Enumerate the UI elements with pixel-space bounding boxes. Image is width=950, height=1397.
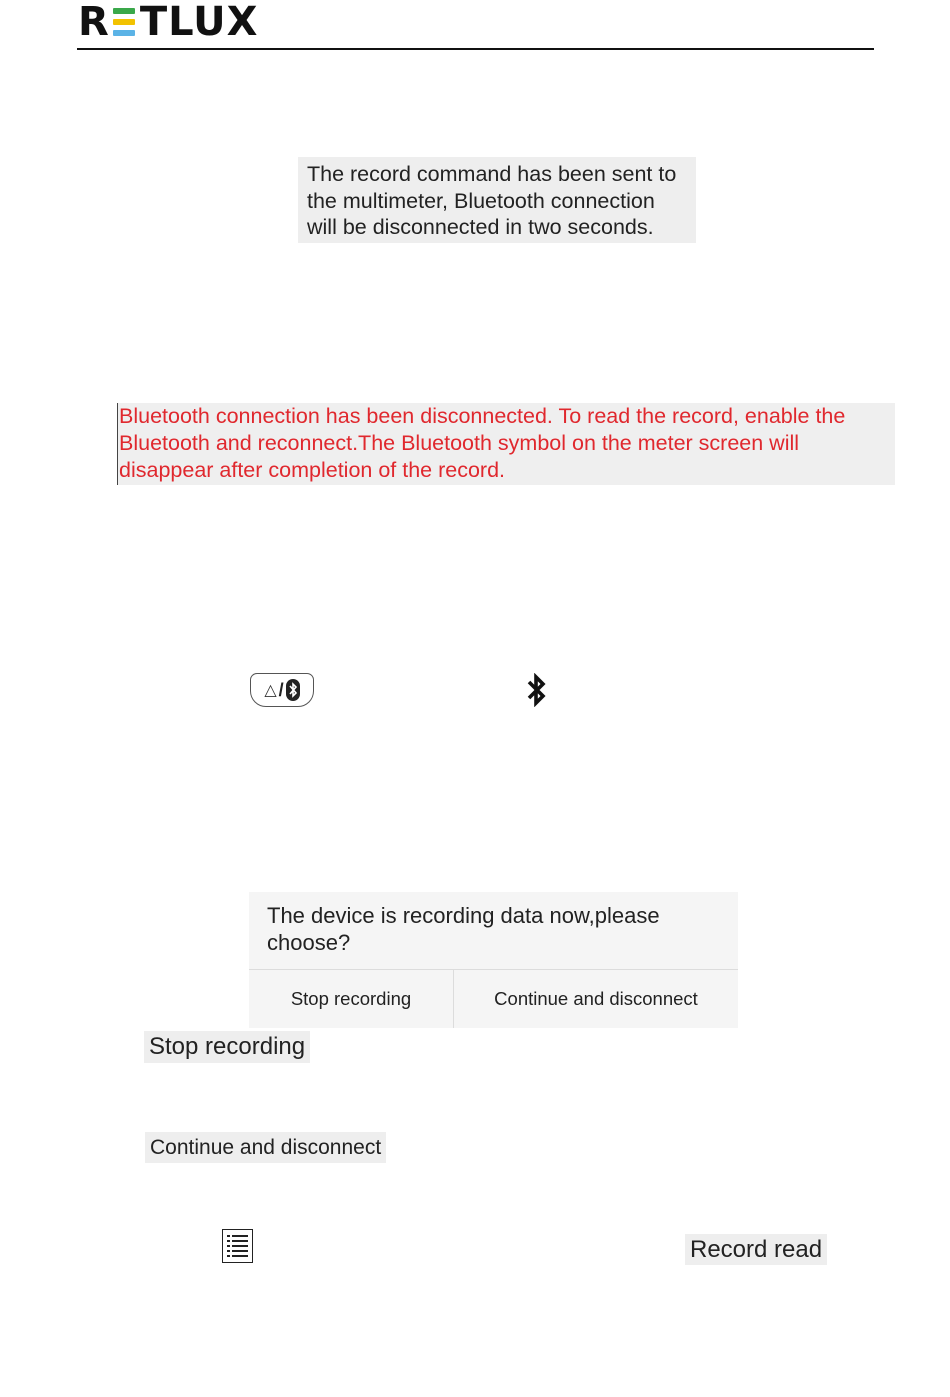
brand-logo-right: TLUX [139, 0, 259, 45]
header-divider [77, 48, 874, 50]
record-sent-toast: The record command has been sent to the multimeter, Bluetooth connection will be disconnected in two seconds. [298, 157, 696, 243]
brand-logo-left: R [78, 0, 110, 45]
disconnect-notice: Bluetooth connection has been disconnected. To read the record, enable the Bluetooth and reconnect.The Bluetooth symbol on the meter screen will disappear after completion of the record. [117, 403, 895, 485]
continue-and-disconnect-button[interactable]: Continue and disconnect [494, 988, 698, 1009]
dialog-message: The device is recording data now,please choose? [267, 903, 660, 955]
record-read-label: Record read [685, 1234, 827, 1265]
list-icon [222, 1229, 253, 1263]
brand-logo-e-mark [112, 5, 138, 39]
recording-choice-dialog [249, 892, 738, 1028]
stop-recording-label: Stop recording [144, 1031, 310, 1063]
slash-glyph: / [278, 679, 284, 700]
stop-recording-button[interactable]: Stop recording [290, 988, 412, 1009]
continue-and-disconnect-label: Continue and disconnect [145, 1132, 386, 1163]
brand-logo [78, 0, 259, 45]
triangle-glyph: △ [264, 682, 277, 699]
bluetooth-key-glyph [286, 679, 300, 701]
triangle-bluetooth-key-icon [250, 673, 314, 707]
bluetooth-icon [524, 673, 548, 707]
